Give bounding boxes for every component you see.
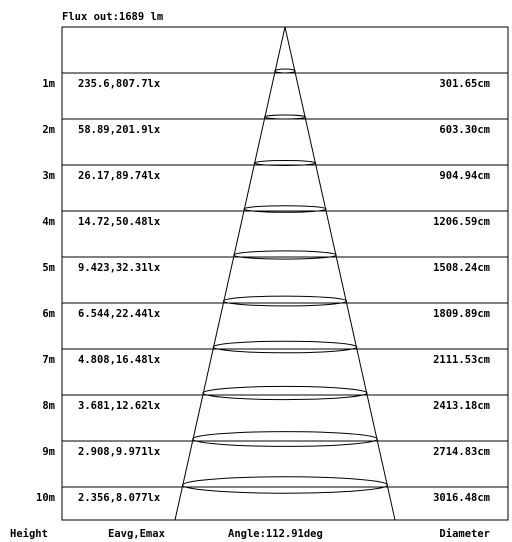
beam-cross-section xyxy=(275,69,296,73)
row-height: 2m xyxy=(42,124,55,136)
table-row xyxy=(36,477,508,504)
row-illuminance: 58.89,201.9lx xyxy=(78,124,161,136)
table-row xyxy=(42,115,508,136)
row-height: 3m xyxy=(42,170,55,182)
beam-cross-section xyxy=(234,251,337,259)
flux-label: Flux out:1689 lm xyxy=(62,11,164,23)
row-illuminance: 4.808,16.48lx xyxy=(78,354,161,366)
row-diameter: 1206.59cm xyxy=(433,216,490,228)
row-diameter: 3016.48cm xyxy=(433,492,490,504)
beam-cross-section xyxy=(264,115,305,119)
table-row xyxy=(42,161,508,182)
table-row xyxy=(42,341,508,366)
row-diameter: 603.30cm xyxy=(439,124,490,136)
beam-cross-section xyxy=(203,386,367,399)
row-height: 7m xyxy=(42,354,55,366)
row-diameter: 2111.53cm xyxy=(433,354,490,366)
footer-angle-label: Angle:112.91deg xyxy=(228,528,323,540)
table-row xyxy=(42,296,508,320)
row-height: 6m xyxy=(42,308,55,320)
beam-cross-section xyxy=(223,296,346,306)
row-height: 4m xyxy=(42,216,55,228)
row-diameter: 2413.18cm xyxy=(433,400,490,412)
footer-height-label: Height xyxy=(10,528,48,540)
row-diameter: 2714.83cm xyxy=(433,446,490,458)
row-illuminance: 2.356,8.077lx xyxy=(78,492,161,504)
row-height: 1m xyxy=(42,78,55,90)
row-diameter: 904.94cm xyxy=(439,170,490,182)
row-height: 8m xyxy=(42,400,55,412)
row-illuminance: 2.908,9.971lx xyxy=(78,446,161,458)
beam-cross-section xyxy=(182,477,387,493)
row-illuminance: 6.544,22.44lx xyxy=(78,308,161,320)
row-diameter: 301.65cm xyxy=(439,78,490,90)
table-row xyxy=(42,386,508,412)
beam-cross-section xyxy=(193,432,378,447)
table-row xyxy=(42,251,508,274)
row-illuminance: 9.423,32.31lx xyxy=(78,262,161,274)
beam-cross-section xyxy=(213,341,357,352)
row-diameter: 1508.24cm xyxy=(433,262,490,274)
row-illuminance: 235.6,807.7lx xyxy=(78,78,161,90)
row-illuminance: 14.72,50.48lx xyxy=(78,216,161,228)
row-height: 10m xyxy=(36,492,55,504)
row-height: 9m xyxy=(42,446,55,458)
footer-diameter-label: Diameter xyxy=(439,528,490,540)
rows-layer xyxy=(36,69,508,504)
row-height: 5m xyxy=(42,262,55,274)
row-illuminance: 26.17,89.74lx xyxy=(78,170,161,182)
table-row xyxy=(42,206,508,228)
row-diameter: 1809.89cm xyxy=(433,308,490,320)
table-row xyxy=(42,432,508,458)
footer-illuminance-label: Eavg,Emax xyxy=(108,528,165,540)
row-illuminance: 3.681,12.62lx xyxy=(78,400,161,412)
